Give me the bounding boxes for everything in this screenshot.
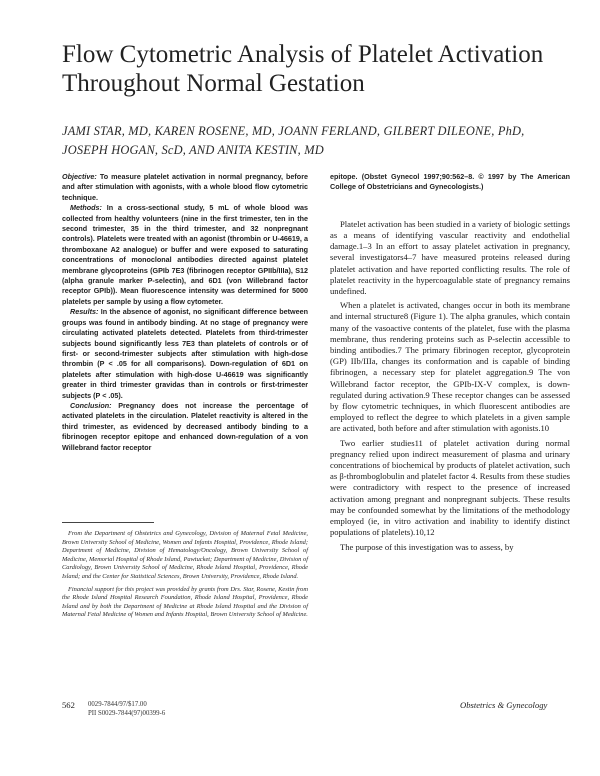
abstract-objective <box>62 172 308 203</box>
objective-text: To measure platelet activation in normal pregnancy, before and after stimulation with agonists, with a whole blood flow cytometric technique. <box>62 172 308 202</box>
abstract-conclusion <box>62 401 308 453</box>
results-label: Results: <box>70 307 99 317</box>
conclusion-text: Pregnancy does not increase the percentage of activated platelets in the circulation. Platelet reactivity is altered in the third trimester, as evidenced by decreased antibody binding to a fibrinogen receptor epitope and enhanced down-regulation of a von Willebrand factor receptor <box>62 400 308 452</box>
footnotes <box>62 530 308 624</box>
issn-code: 0029-7844/97/$17.00 <box>88 701 147 708</box>
article-title: Flow Cytometric Analysis of Platelet Activation Throughout Normal Gestation <box>62 41 544 97</box>
author-line-2: JOSEPH HOGAN, ScD, AND ANITA KESTIN, MD <box>62 143 324 157</box>
author-line-1: JAMI STAR, MD, KAREN ROSENE, MD, JOANN FERLAND, GILBERT DILEONE, PhD, <box>62 124 525 138</box>
pii-code: PII S0029-7844(97)00399-6 <box>88 710 166 717</box>
body-paragraph-3: Two earlier studies11 of platelet activation during normal pregnancy relied upon indirect measurement of plasma and urinary concentrations of biochemical by products of platelet activation, such as β-thromboglobulin and platelet factor 4. Results from these studies were contradictory with respect to the presence of increased activation among pregnant and nonpregnant subjects. These results may be confounded somewhat by the limitations of the methodology employed (ie, in vitro activation and inability to identify distinct populations of platelets).10,12 <box>330 437 570 538</box>
body-paragraph-1: Platelet activation has been studied in a variety of biologic settings as a means of identifying vascular reactivity and endothelial damage.1–3 In an effort to assay platelet activation in pregnancy, several investigators4–7 have measured proteins released during platelet activation and have reported conflicting results. The role of platelet reactivity in the hypercoagulable state of pregnancy remains undefined. <box>330 218 570 297</box>
page-number: 562 <box>62 700 75 710</box>
methods-label: Methods: <box>70 203 102 213</box>
abstract-methods <box>62 203 308 307</box>
body-paragraph-4: The purpose of this investigation was to assess, by <box>340 541 514 552</box>
results-text: In the absence of agonist, no significant difference between groups was found in antibody binding. At no stage of pregnancy were circulating activated platelets detected. Platelets from third-trimester subjects bound significantly less 7E3 than platelets of controls or of first- or second-trimester subjects after stimulation with high-dose thrombin (P < .05 for all comparisons). Down-regulation of 6D1 on platelets after stimulation with high-dose U-46619 was significantly greater in third trimester gravidas than in controls or first-trimester subjects (P < .05). <box>62 307 308 400</box>
abstract-results <box>62 307 308 401</box>
abstract-citation: epitope. (Obstet Gynecol 1997;90:562–8. © 1997 by The American College of Obstetricians and Gynecologists.) <box>330 172 570 192</box>
conclusion-label: Conclusion: <box>70 400 112 410</box>
body-paragraph-2: When a platelet is activated, changes occur in both its membrane and internal structure8 (Figure 1). The alpha granules, which contain many of the vasoactive contents of the platelet, fuse with the plasma membrane, thus rendering proteins such as P-selectin accessible to binding antibodies.7 The primary fibrinogen receptor, glycoprotein (GP) IIb/IIIa, changes its conformation and is capable of binding fibrinogen, a necessary step for platelet aggregation.9 The von Willebrand factor receptor, the GPIb-IX-V complex, is down-regulated during activation.9 These receptor changes can be assessed by flow cytometric techniques, in which fluorescent antibodies are employed to reflect the degree to which platelets in a given sample are activated, both before and after stimulation with agonists.10 <box>330 300 570 434</box>
journal-name: Obstetrics & Gynecology <box>460 700 548 710</box>
author-list <box>62 122 562 160</box>
article-body <box>330 219 570 553</box>
objective-label: Objective: <box>62 172 97 181</box>
article-codes <box>88 700 165 718</box>
footnote-divider <box>62 522 154 523</box>
footnote-affiliations: From the Department of Obstetrics and Gynecology, Division of Maternal Fetal Medicine, Brown University School of Medicine, Women and Infants Hospital, Providence, Rhode Island; Department of Medicine, Division of Hematology/Oncology, Brown University School of Medicine, Memorial Hospital of Rhode Island, Pawtucket; Department of Medicine, Division of Cardiology, Brown University School of Medicine, Rhode Island Hospital, Providence, Rhode Island; and the Center for Statistical Sciences, Brown University, Providence, Rhode Island. <box>62 530 308 580</box>
right-column <box>330 172 570 556</box>
abstract <box>62 172 308 453</box>
footnote-funding: Financial support for this project was provided by grants from Drs. Star, Rosene, Kestin from the Rhode Island Hospital Research Foundation, Rhode Island Hospital, Providence, Rhode Island and by both the Department of Medicine at Rhode Island Hospital and the Division of Maternal Fetal Medicine of Women and Infants Hospital, Brown University School of Medicine. <box>62 585 308 619</box>
methods-text: In a cross-sectional study, 5 mL of whole blood was collected from healthy volunteers (nine in the first trimester, ten in the second trimester, 35 in the third trimester, and 32 nonpregnant controls). Platelets were treated with an agonist (thrombin or U-46619, a thromboxane A2 analogue) or buffer and were exposed to saturating concentrations of monoclonal antibodies directed against platelet membrane glycoproteins (GPIb 7E3 (fibrinogen receptor GPIIb/IIIa), S12 (alpha granule marker P-selectin), and 6D1 (von Willebrand factor receptor GPIb)). Mean fluorescence intensity was determined for 5000 platelets per sample by using a flow cytometer. <box>62 203 309 306</box>
